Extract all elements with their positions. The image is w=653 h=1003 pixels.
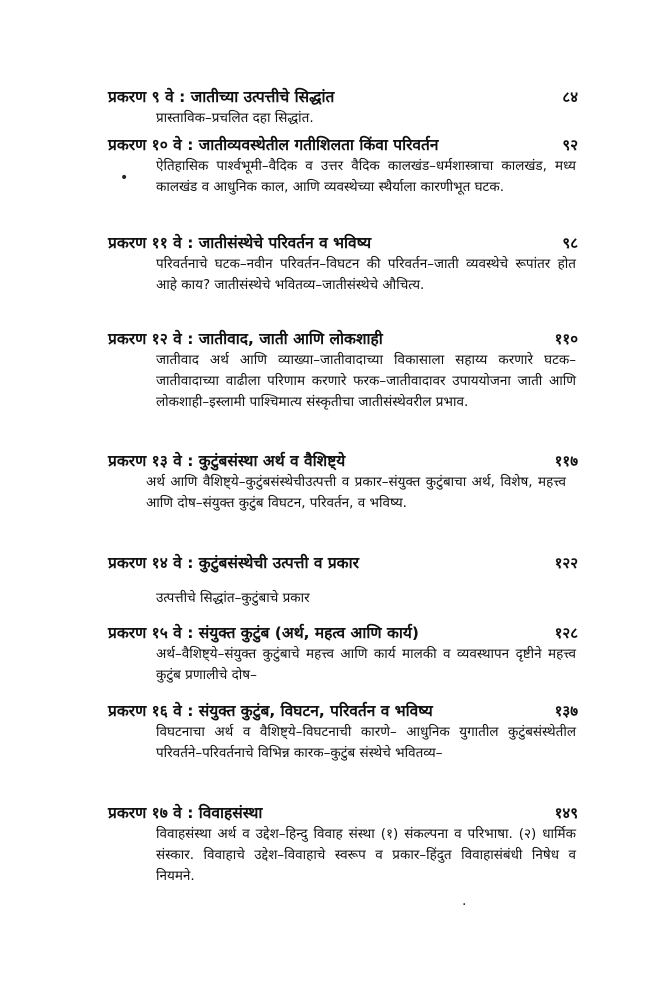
chapter-title: प्रकरण ९ वे : जातीच्या उत्पत्तीचे सिद्धांत bbox=[108, 88, 335, 106]
chapter-title: प्रकरण १७ वे : विवाहसंस्था bbox=[108, 804, 263, 822]
chapter-title: प्रकरण १० वे : जातीव्यवस्थेतील गतीशिलता किंवा परिवर्तन bbox=[108, 136, 439, 154]
chapter-page-number: ९२ bbox=[562, 136, 578, 154]
chapter-page-number: १३७ bbox=[554, 702, 578, 720]
chapter-heading bbox=[108, 450, 578, 472]
chapter-entry bbox=[108, 134, 578, 198]
chapter-description: अर्थ–वैशिष्ट्ये–संयुक्त कुटुंबाचे महत्त्व आणि कार्य मालकी व व्यवस्थापन दृष्टीने महत्त्व कुटुंब प्रणालीचे दोष– bbox=[156, 646, 576, 683]
chapter-title: प्रकरण ११ वे : जातीसंस्थेचे परिवर्तन व भविष्य bbox=[108, 234, 372, 252]
stray-dot: • bbox=[120, 170, 129, 186]
chapter-entry bbox=[108, 552, 578, 609]
chapter-description: प्रास्ताविक–प्रचलित दहा सिद्धांत. bbox=[156, 110, 314, 126]
chapter-entry bbox=[108, 802, 578, 887]
chapter-page-number: ९८ bbox=[562, 234, 578, 252]
chapter-page-number: ८४ bbox=[562, 88, 578, 106]
chapter-description: जातीवाद अर्थ आणि व्याख्या–जातीवादाच्या विकासाला सहाय्य करणारे घटक–जातीवादाच्या वाढीला परिणाम करणारे फरक–जातीवादावर उपाययोजना जाती आणि लोकशाही–इस्लामी पाश्चिमात्य संस्कृतीचा जातीसंस्थेवरील प्रभाव. bbox=[156, 352, 576, 410]
chapter-title: प्रकरण १५ वे : संयुक्त कुटुंब (अर्थ, महत्व आणि कार्य) bbox=[108, 624, 419, 642]
chapter-title: प्रकरण १३ वे : कुटुंबसंस्था अर्थ व वैशिष्ट्ये bbox=[108, 452, 346, 470]
chapter-page-number: ११० bbox=[554, 330, 578, 348]
chapter-page-number: १२८ bbox=[554, 624, 578, 642]
chapter-title: प्रकरण १४ वे : कुटुंबसंस्थेची उत्पत्ती व प्रकार bbox=[108, 554, 359, 572]
stray-dot: · bbox=[462, 897, 467, 913]
chapter-page-number: ११७ bbox=[554, 452, 578, 470]
chapter-heading bbox=[108, 86, 578, 108]
chapter-heading bbox=[108, 802, 578, 824]
chapter-entry bbox=[108, 328, 578, 413]
chapter-entry bbox=[108, 86, 578, 129]
chapter-description: विवाहसंस्था अर्थ व उद्देश–हिन्दु विवाह संस्था (१) संकल्पना व परिभाषा. (२) धार्मिक संस्कार. विवाहाचे उद्देश–विवाहाचे स्वरूप व प्रकार–हिंदुत विवाहासंबंधी निषेध व नियमने. bbox=[156, 826, 576, 884]
chapter-entry bbox=[108, 622, 578, 686]
chapter-heading bbox=[108, 622, 578, 644]
chapter-heading bbox=[108, 232, 578, 254]
chapter-description: ऐतिहासिक पार्श्वभूमी–वैदिक व उत्तर वैदिक कालखंड–धर्मशास्त्राचा कालखंड, मध्य कालखंड व आधुनिक काल, आणि व्यवस्थेच्या स्थैर्याला कारणीभूत घटक. bbox=[156, 158, 576, 195]
chapter-description: परिवर्तनाचे घटक–नवीन परिवर्तन–विघटन की परिवर्तन–जाती व्यवस्थेचे रूपांतर होत आहे काय? जातीसंस्थेचे भवितव्य–जातीसंस्थेचे औचित्य. bbox=[156, 256, 576, 293]
chapter-description: विघटनाचा अर्थ व वैशिष्ट्ये–विघटनाची कारणे– आधुनिक युगातील कुटुंबसंस्थेतील परिवर्तने–परिवर्तनाचे विभिन्न कारक–कुटुंब संस्थेचे भवितव्य– bbox=[156, 724, 576, 761]
chapter-heading bbox=[108, 700, 578, 722]
chapter-description: उत्पत्तीचे सिद्धांत–कुटुंबाचे प्रकार bbox=[156, 590, 310, 606]
chapter-heading bbox=[108, 552, 578, 574]
chapter-entry bbox=[108, 232, 578, 296]
chapter-title: प्रकरण १६ वे : संयुक्त कुटुंब, विघटन, परिवर्तन व भविष्य bbox=[108, 702, 433, 720]
chapter-heading bbox=[108, 328, 578, 350]
chapter-entry bbox=[108, 700, 578, 764]
chapter-page-number: १४९ bbox=[554, 804, 578, 822]
chapter-description: अर्थ आणि वैशिष्ट्ये–कुटुंबसंस्थेचीउत्पत्ती व प्रकार–संयुक्त कुटुंबाचा अर्थ, विशेष, महत्त्व आणि दोष–संयुक्त कुटुंब विघटन, परिवर्तन, व भविष्य. bbox=[146, 474, 566, 511]
chapter-title: प्रकरण १२ वे : जातीवाद, जाती आणि लोकशाही bbox=[108, 330, 383, 348]
chapter-page-number: १२२ bbox=[554, 554, 578, 572]
chapter-heading bbox=[108, 134, 578, 156]
chapter-entry bbox=[108, 450, 578, 514]
